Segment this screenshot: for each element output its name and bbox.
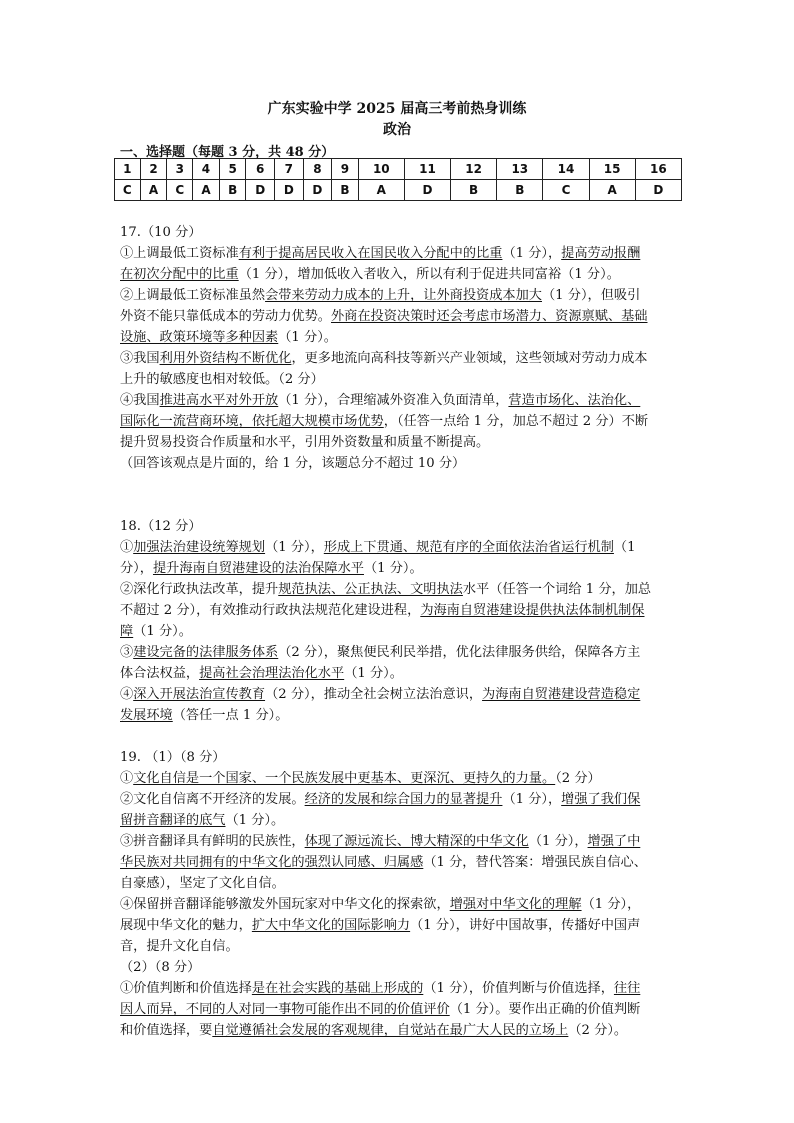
spacer <box>120 495 680 516</box>
answer-cell: A <box>140 180 167 201</box>
question-number: 8 <box>303 159 332 180</box>
answer-cell: D <box>303 180 332 201</box>
answer-cell: B <box>497 180 543 201</box>
q18-line: ②深化行政执法改革，提升规范执法、公正执法、文明执法水平（任答一个词给 1 分，加总 <box>120 582 652 597</box>
q18-line: 障（1 分）。 <box>120 624 192 639</box>
answer-cell: D <box>246 180 275 201</box>
q19-line: 和价值选择，要自觉遵循社会发展的客观规律，自觉站在最广大人民的立场上（2 分）。 <box>120 1023 628 1038</box>
q17-line: ①上调最低工资标准有利于提高居民收入在国民收入分配中的比重（1 分），提高劳动报酬 <box>120 246 641 261</box>
answer-body <box>120 222 680 1041</box>
question-number: 9 <box>332 159 358 180</box>
subject-title: 政治 <box>383 122 411 138</box>
answer-cell: A <box>193 180 220 201</box>
q17-line: 在初次分配中的比重（1 分），增加低收入者收入，所以有利于促进共同富裕（1 分）。 <box>120 267 620 282</box>
q17-line: 上升的敏感度也相对较低。（2 分） <box>120 372 324 387</box>
q19-line: ④保留拼音翻译能够激发外国玩家对中华文化的探索欲，增强对中华文化的理解（1 分）， <box>120 897 641 912</box>
spacer <box>120 474 680 495</box>
answer-cell: B <box>219 180 245 201</box>
q18-line: 体合法权益，提高社会治理法治化水平（1 分）。 <box>120 666 403 681</box>
q17-line: 外资不能只靠低成本的劳动力优势。外商在投资决策时还会考虑市场潜力、资源禀赋、基础 <box>120 309 648 324</box>
q19-line: 因人而异，不同的人对同一事物可能作出不同的价值评价（1 分）。要作出正确的价值判断 <box>120 1002 641 1017</box>
question-number: 12 <box>451 159 497 180</box>
answer-row <box>115 180 682 201</box>
answer-cell: C <box>167 180 193 201</box>
q18-line: 发展环境（答任一点 1 分）。 <box>120 708 289 723</box>
q19-line: ③拼音翻译具有鲜明的民族性，体现了源远流长、博大精深的中华文化（1 分），增强了中 <box>120 834 641 849</box>
q17-line: 设施、政策环境等多种因素（1 分）。 <box>120 330 337 345</box>
question-number: 16 <box>635 159 681 180</box>
q18-heading: 18.（12 分） <box>120 519 202 534</box>
q17-line: ④我国推进高水平对外开放（1 分），合理缩减外资准入负面清单，营造市场化、法治化、 <box>120 393 641 408</box>
answer-cell: B <box>451 180 497 201</box>
q19-heading: 19. （1）（8 分） <box>120 750 226 765</box>
q18-line: ③建设完备的法律服务体系（2 分），聚焦便民利民举措，优化法律服务供给，保障各方主 <box>120 645 641 660</box>
q17-heading: 17.（10 分） <box>120 225 202 240</box>
q19-line: 音，提升文化自信。 <box>120 939 239 954</box>
question-number: 6 <box>246 159 275 180</box>
q19-line: 展现中华文化的魅力，扩大中华文化的国际影响力（1 分），讲好中国故事，传播好中国声 <box>120 918 641 933</box>
question-number: 1 <box>115 159 141 180</box>
q18-line: 不超过 2 分），有效推动行政执法规范化建设进程，为海南自贸港建设提供执法体制机制保 <box>120 603 645 618</box>
q19-line: 留拼音翻译的底气（1 分）。 <box>120 813 285 828</box>
question-number-row <box>115 159 682 180</box>
answer-cell: A <box>589 180 635 201</box>
question-number: 15 <box>589 159 635 180</box>
q18-line: ①加强法治建设统筹规划（1 分），形成上下贯通、规范有序的全面依法治省运行机制（1 <box>120 540 636 555</box>
question-number: 13 <box>497 159 543 180</box>
q17-line: 国际化一流营商环境，依托超大规模市场优势，（任答一点给 1 分，加总不超过 2 分）不断 <box>120 414 649 429</box>
section-heading: 一、选择题（每题 3 分，共 48 分） <box>120 145 335 160</box>
document-title: 广东实验中学 2025 届高三考前热身训练 <box>267 101 527 117</box>
q17-line: ②上调最低工资标准虽然会带来劳动力成本的上升，让外商投资成本加大（1 分），但吸引 <box>120 288 641 303</box>
answer-cell: D <box>635 180 681 201</box>
question-number: 14 <box>543 159 589 180</box>
q19-line: ②文化自信离不开经济的发展。经济的发展和综合国力的显著提升（1 分），增强了我们保 <box>120 792 641 807</box>
question-number: 4 <box>193 159 220 180</box>
q19-line: ①文化自信是一个国家、一个民族发展中更基本、更深沉、更持久的力量。（2 分） <box>120 771 601 786</box>
question-number: 11 <box>404 159 450 180</box>
q19-line: 华民族对共同拥有的中华文化的强烈认同感、归属感（1 分，替代答案：增强民族自信心、 <box>120 855 647 870</box>
answer-cell: B <box>332 180 358 201</box>
answer-cell: A <box>358 180 404 201</box>
question-number: 2 <box>140 159 167 180</box>
q19-line: ①价值判断和价值选择是在社会实践的基础上形成的（1 分），价值判断与价值选择，往往 <box>120 981 641 996</box>
q19-subheading: （2）（8 分） <box>120 960 201 975</box>
q18-line: 分），提升海南自贸港建设的法治保障水平（1 分）。 <box>120 561 423 576</box>
question-number: 7 <box>275 159 304 180</box>
question-number: 5 <box>219 159 245 180</box>
q17-line: 提升贸易投资合作质量和水平，引用外资数量和质量不断提高。 <box>120 435 490 450</box>
q17-line: ③我国利用外资结构不断优化，更多地流向高科技等新兴产业领域，这些领域对劳动力成本 <box>120 351 648 366</box>
answer-table <box>114 158 682 201</box>
answer-cell: C <box>543 180 589 201</box>
question-number: 3 <box>167 159 193 180</box>
answer-cell: D <box>404 180 450 201</box>
q17-note: （回答该观点是片面的，给 1 分，该题总分不超过 10 分） <box>120 456 466 471</box>
q18-line: ④深入开展法治宣传教育（2 分），推动全社会树立法治意识，为海南自贸港建设营造稳定 <box>120 687 641 702</box>
answer-cell: D <box>275 180 304 201</box>
q19-line: 自豪感），坚定了文化自信。 <box>120 876 285 891</box>
answer-cell: C <box>115 180 141 201</box>
spacer <box>120 726 680 747</box>
question-number: 10 <box>358 159 404 180</box>
